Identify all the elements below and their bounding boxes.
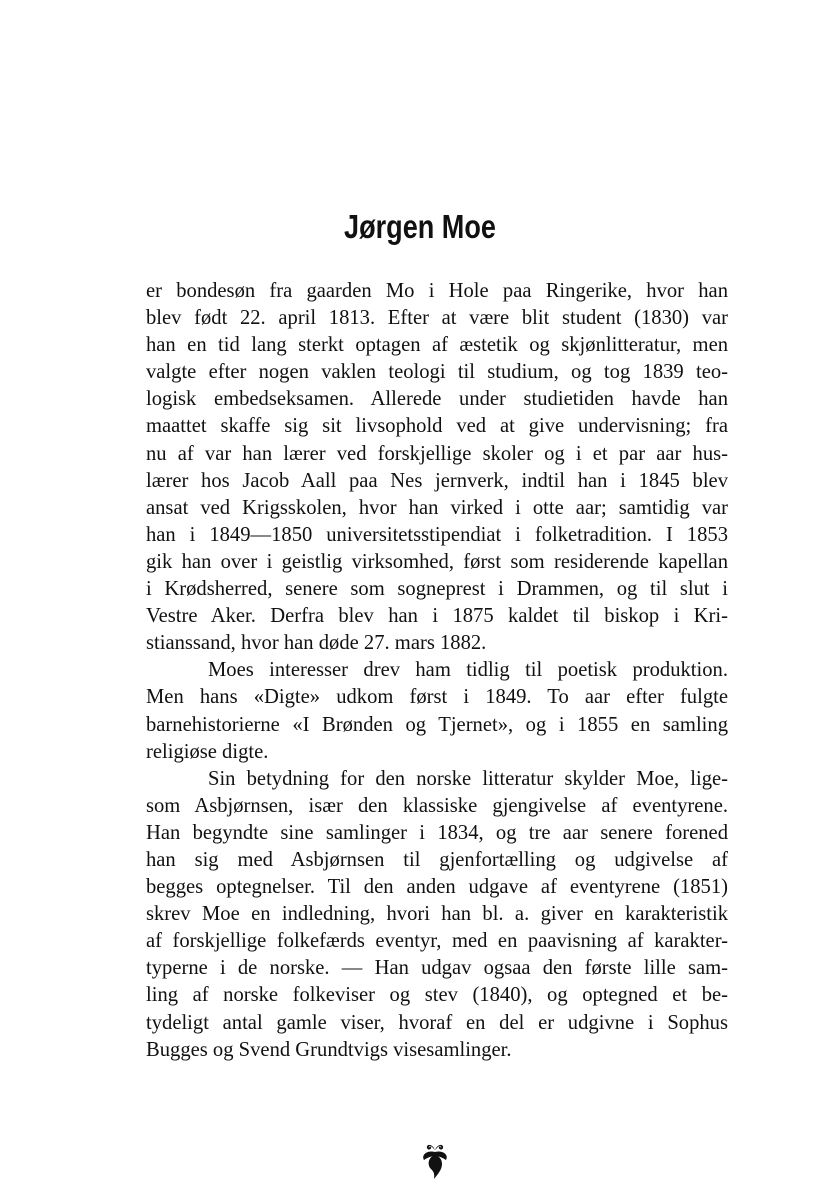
text-line: Men hans «Digte» udkom først i 1849. To aar efter fulgte	[146, 686, 728, 709]
text-line: som Asbjørnsen, især den klassiske gjengivelse af eventyrene.	[146, 794, 728, 817]
page-title: Jørgen Moe	[344, 208, 496, 245]
text-line: han sig med Asbjørnsen til gjenfortælling og udgivelse af	[146, 848, 728, 871]
text-line: i Krødsherred, senere som sogneprest i Drammen, og til slut i	[146, 578, 728, 601]
text-line: nu af var han lærer ved forskjellige skoler og i et par aar hus-	[146, 442, 728, 465]
text-line: Bugges og Svend Grundtvigs visesamlinger.	[146, 1038, 512, 1061]
text-line: Han begyndte sine samlinger i 1834, og tre aar senere forened	[146, 821, 728, 844]
text-line: maattet skaffe sig sit livsophold ved at give undervisning; fra	[146, 415, 728, 438]
text-line: valgte efter nogen vaklen teologi til studium, og tog 1839 teo-	[146, 361, 728, 384]
text-line: han i 1849—1850 universitetsstipendiat i folketradition. I 1853	[146, 523, 728, 546]
text-line: ling af norske folkeviser og stev (1840), og optegned et be-	[146, 984, 728, 1007]
text-line: gik han over i geistlig virksomhed, først som residerende kapellan	[146, 550, 728, 573]
text-line: blev født 22. april 1813. Efter at være blit student (1830) var	[146, 307, 728, 330]
text-line: religiøse digte.	[146, 740, 269, 763]
text-line: begges optegnelser. Til den anden udgave af eventyrene (1851)	[146, 876, 728, 899]
text-line: tydeligt antal gamle viser, hvoraf en del er udgivne i Sophus	[146, 1011, 728, 1034]
paragraph-3	[146, 766, 728, 1064]
text-line: skrev Moe en indledning, hvori han bl. a. giver en karakteristik	[146, 903, 728, 926]
text-line: barnehistorierne «I Brønden og Tjernet», og i 1855 en samling	[146, 713, 728, 736]
fleuron-icon	[418, 1141, 452, 1181]
text-line: Moes interesser drev ham tidlig til poetisk produktion.	[208, 659, 728, 682]
text-line: Sin betydning for den norske litteratur skylder Moe, lige-	[208, 767, 728, 790]
text-line: logisk embedseksamen. Allerede under studietiden havde han	[146, 388, 728, 411]
text-line: ansat ved Krigsskolen, hvor han virked i otte aar; samtidig var	[146, 496, 728, 519]
paragraph-2	[146, 657, 728, 765]
text-line: stianssand, hvor han døde 27. mars 1882.	[146, 632, 487, 655]
text-line: lærer hos Jacob Aall paa Nes jernverk, indtil han i 1845 blev	[146, 469, 728, 492]
text-line: af forskjellige folkefærds eventyr, med en paavisning af karakter-	[146, 930, 728, 953]
text-line: er bondesøn fra gaarden Mo i Hole paa Ringerike, hvor han	[146, 280, 728, 302]
biography-text	[146, 278, 728, 1064]
text-line: han en tid lang sterkt optagen af æstetik og skjønlitteratur, men	[146, 334, 728, 357]
text-line: typerne i de norske. — Han udgav ogsaa den første lille sam-	[146, 957, 728, 980]
paragraph-1	[146, 278, 728, 657]
text-line: Vestre Aker. Derfra blev han i 1875 kaldet til biskop i Kri-	[146, 605, 728, 628]
